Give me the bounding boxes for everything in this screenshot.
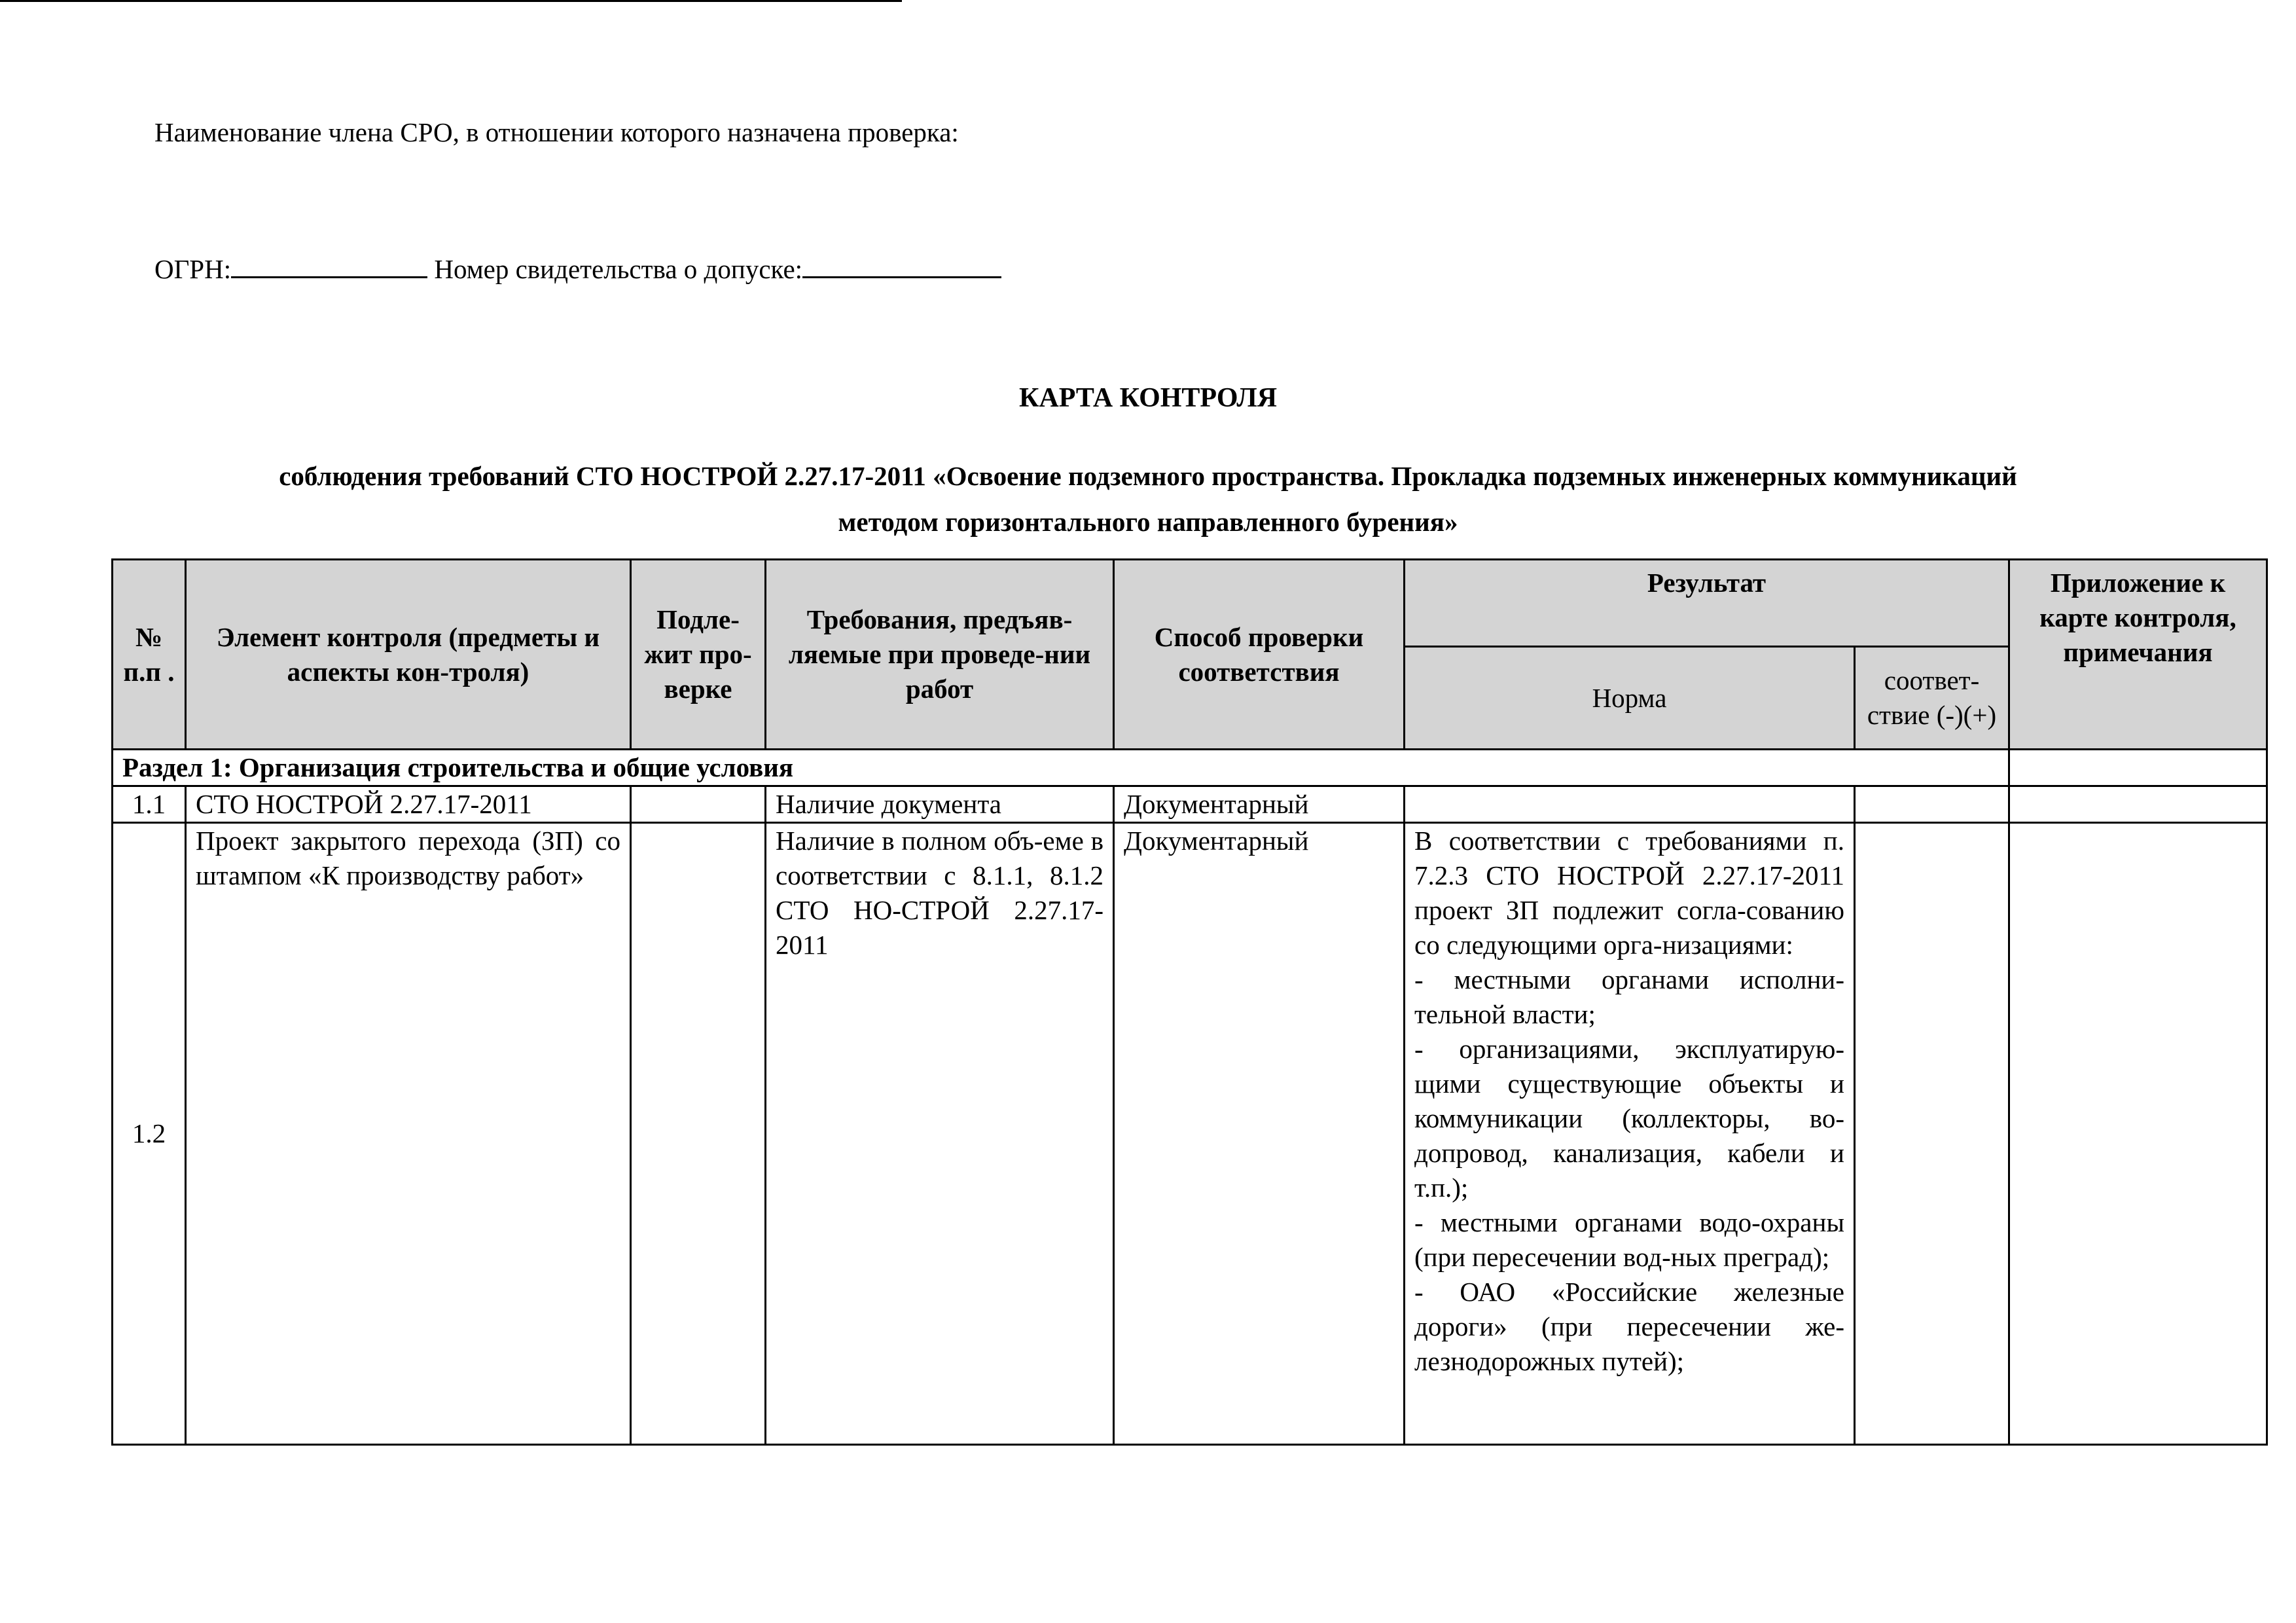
ogrn-permit-line <box>154 253 1001 285</box>
row-2-norm-item: - организациями, эксплуатирую-щими существующие объекты и коммуникации (коллекторы, во-допровод, канализация, кабели и т.п.); <box>1414 1034 1844 1203</box>
row-2-num: 1.2 <box>113 823 186 1445</box>
ogrn-label: ОГРН: <box>154 254 232 284</box>
header-control-element: Элемент контроля (предметы и аспекты кон-троля) <box>186 560 631 750</box>
row-1-appendix <box>2009 786 2267 823</box>
row-2-element: Проект закрытого перехода (ЗП) со штампом «К производству работ» <box>186 823 631 1445</box>
permit-number-label: Номер свидетельства о допуске: <box>434 254 803 284</box>
row-2-norm-item: - местными органами исполни-тельной власти; <box>1414 964 1844 1029</box>
page-title: КАРТА КОНТРОЛЯ <box>1018 383 1278 413</box>
member-name-blank-line <box>0 0 902 2</box>
row-2-requirements: Наличие в полном объ-еме в соответствии с 8.1.1, 8.1.2 СТО НО-СТРОЙ 2.27.17-2011 <box>766 823 1114 1445</box>
row-1-method: Документарный <box>1114 786 1405 823</box>
row-1-num: 1.1 <box>113 786 186 823</box>
row-2-method: Документарный <box>1114 823 1405 1445</box>
row-2-appendix <box>2009 823 2267 1445</box>
page-subtitle <box>151 453 2145 545</box>
row-2-norm-intro: В соответствии с требованиями п. 7.2.3 СТО НОСТРОЙ 2.27.17-2011 проект ЗП подлежит согла-сованию со следующими орга-низациями: <box>1414 826 1844 960</box>
header-result: Результат <box>1405 560 2009 647</box>
table-row <box>113 786 2267 823</box>
row-2-norm <box>1405 823 1855 1445</box>
permit-number-blank <box>802 253 1001 278</box>
row-1-norm <box>1405 786 1855 823</box>
subtitle-line-1: соблюдения требований СТО НОСТРОЙ 2.27.17-2011 «Освоение подземного пространства. Прокладка подземных инженерных коммуникаций <box>279 461 2017 491</box>
row-1-compliance <box>1855 786 2009 823</box>
header-compliance: соответ-ствие (-)(+) <box>1855 647 2009 750</box>
row-1-requirements: Наличие документа <box>766 786 1114 823</box>
row-2-norm-item: - местными органами водо-охраны (при пересечении вод-ных преград); <box>1414 1207 1844 1272</box>
section-1-appendix-cell <box>2009 750 2267 786</box>
header-num: № п.п . <box>113 560 186 750</box>
header-requirements: Требования, предъяв-ляемые при проведе-нии работ <box>766 560 1114 750</box>
header-norm: Норма <box>1405 647 1855 750</box>
header-check-method: Способ проверки соответствия <box>1114 560 1405 750</box>
row-2-norm-item: - ОАО «Российские железные дороги» (при пересечении же-лезнодорожных путей); <box>1414 1277 1844 1376</box>
subtitle-line-2: методом горизонтального направленного бурения» <box>838 507 1458 537</box>
table-row <box>113 823 2267 1445</box>
section-row <box>113 750 2267 786</box>
control-card-table <box>111 558 2268 1446</box>
row-1-element: СТО НОСТРОЙ 2.27.17-2011 <box>186 786 631 823</box>
row-1-subject <box>631 786 766 823</box>
row-2-subject <box>631 823 766 1445</box>
member-name-label: Наименование члена СРО, в отношении которого назначена проверка: <box>154 117 959 147</box>
section-1-title: Раздел 1: Организация строительства и общие условия <box>113 750 2009 786</box>
header-subject-to-check: Подле-жит про-верке <box>631 560 766 750</box>
ogrn-blank <box>231 253 427 278</box>
header-appendix: Приложение к карте контроля, примечания <box>2009 560 2267 750</box>
row-2-compliance <box>1855 823 2009 1445</box>
